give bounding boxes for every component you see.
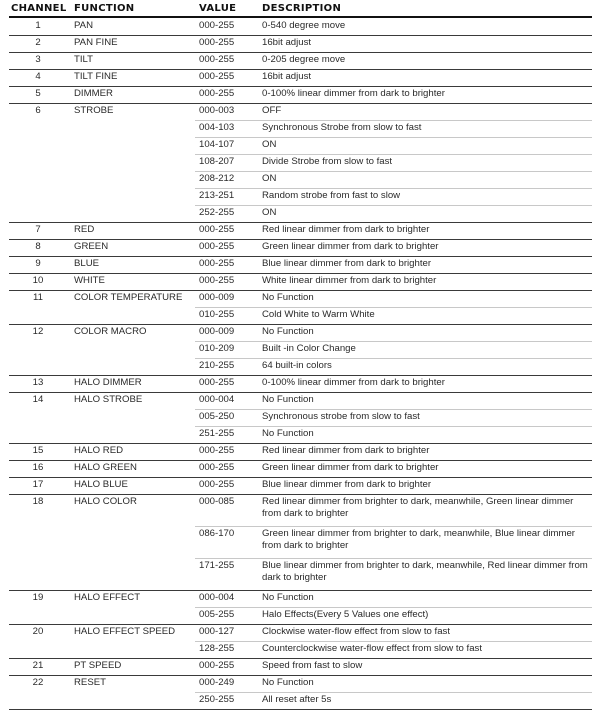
channel-number: 20 (32, 626, 44, 637)
sub-row-divider (195, 358, 592, 359)
value-description: Blue linear dimmer from dark to brighter (262, 479, 432, 490)
value-description: 64 built-in colors (262, 360, 332, 371)
value-description: Halo Effects(Every 5 Values one effect) (262, 609, 429, 620)
channel-function: HALO BLUE (74, 479, 128, 490)
sub-row-divider (195, 120, 592, 121)
value-range: 104-107 (199, 139, 235, 150)
channel-function: HALO COLOR (74, 496, 137, 507)
value-range: 128-255 (199, 643, 235, 654)
value-description: No Function (262, 677, 314, 688)
channel-number: 6 (35, 105, 41, 116)
row-divider (9, 222, 592, 223)
channel-number: 5 (35, 88, 41, 99)
channel-function: HALO EFFECT SPEED (74, 626, 176, 637)
value-range: 000-255 (199, 462, 235, 473)
value-description: Cold White to Warm White (262, 309, 375, 320)
header-value: VALUE (199, 3, 237, 14)
value-range: 252-255 (199, 207, 235, 218)
value-range: 208-212 (199, 173, 235, 184)
value-range: 000-004 (199, 592, 235, 603)
row-divider (9, 273, 592, 274)
channel-function: BLUE (74, 258, 100, 269)
channel-number: 2 (35, 37, 41, 48)
channel-number: 12 (32, 326, 44, 337)
value-range: 005-255 (199, 609, 235, 620)
channel-function: HALO STROBE (74, 394, 143, 405)
sub-row-divider (195, 558, 592, 559)
channel-number: 8 (35, 241, 41, 252)
value-description: Blue linear dimmer from dark to brighter (262, 258, 432, 269)
row-divider (9, 103, 592, 104)
value-range: 000-127 (199, 626, 235, 637)
value-range: 000-255 (199, 275, 235, 286)
channel-number: 18 (32, 496, 44, 507)
sub-row-divider (195, 205, 592, 206)
sub-row-divider (195, 426, 592, 427)
value-description: Blue linear dimmer from brighter to dark, meanwhile, Red linear dimmer from dark to brighter (262, 560, 588, 583)
value-description: 0-205 degree move (262, 54, 346, 65)
channel-number: 19 (32, 592, 44, 603)
value-description: 16bit adjust (262, 71, 312, 82)
row-divider (9, 239, 592, 240)
value-range: 251-255 (199, 428, 235, 439)
channel-function: HALO GREEN (74, 462, 137, 473)
sub-row-divider (195, 137, 592, 138)
value-range: 000-009 (199, 326, 235, 337)
channel-number: 22 (32, 677, 44, 688)
value-range: 000-255 (199, 88, 235, 99)
row-divider (9, 290, 592, 291)
value-description: ON (262, 139, 277, 150)
row-divider (9, 658, 592, 659)
channel-number: 7 (35, 224, 41, 235)
value-range: 108-207 (199, 156, 235, 167)
row-divider (9, 86, 592, 87)
value-description: Green linear dimmer from brighter to dark, meanwhile, Blue linear dimmer from dark to brighter (262, 528, 575, 551)
channel-number: 3 (35, 54, 41, 65)
channel-function: DIMMER (74, 88, 113, 99)
channel-function: TILT (74, 54, 94, 65)
value-description: Synchronous Strobe from slow to fast (262, 122, 422, 133)
sub-row-divider (195, 607, 592, 608)
value-description: ON (262, 173, 277, 184)
value-description: White linear dimmer from dark to brighter (262, 275, 437, 286)
value-range: 000-255 (199, 224, 235, 235)
value-range: 000-004 (199, 394, 235, 405)
channel-number: 10 (32, 275, 44, 286)
value-range: 250-255 (199, 694, 235, 705)
row-divider (9, 709, 592, 710)
value-description: 0-100% linear dimmer from dark to brighter (262, 88, 445, 99)
header-channel: CHANNEL (11, 3, 67, 14)
value-description: No Function (262, 326, 314, 337)
channel-function: WHITE (74, 275, 105, 286)
value-range: 000-255 (199, 54, 235, 65)
value-description: Clockwise water-flow effect from slow to fast (262, 626, 451, 637)
header-divider (9, 16, 592, 18)
channel-function: PT SPEED (74, 660, 122, 671)
value-description: 0-540 degree move (262, 20, 346, 31)
row-divider (9, 52, 592, 53)
row-divider (9, 460, 592, 461)
channel-number: 13 (32, 377, 44, 388)
channel-function: COLOR TEMPERATURE (74, 292, 183, 303)
channel-function: GREEN (74, 241, 109, 252)
channel-number: 21 (32, 660, 44, 671)
value-description: Speed from fast to slow (262, 660, 363, 671)
value-description: Synchronous strobe from slow to fast (262, 411, 420, 422)
value-range: 004-103 (199, 122, 235, 133)
value-description: Green linear dimmer from dark to brighter (262, 241, 439, 252)
value-description: 0-100% linear dimmer from dark to brighter (262, 377, 445, 388)
value-range: 000-255 (199, 241, 235, 252)
sub-row-divider (195, 641, 592, 642)
value-range: 171-255 (199, 560, 235, 571)
row-divider (9, 256, 592, 257)
row-divider (9, 324, 592, 325)
value-range: 005-250 (199, 411, 235, 422)
value-range: 000-255 (199, 377, 235, 388)
sub-row-divider (195, 171, 592, 172)
value-range: 010-255 (199, 309, 235, 320)
value-range: 000-009 (199, 292, 235, 303)
channel-number: 11 (33, 292, 43, 303)
value-description: No Function (262, 428, 314, 439)
value-range: 010-209 (199, 343, 235, 354)
channel-function: RED (74, 224, 95, 235)
value-range: 000-003 (199, 105, 235, 116)
value-description: ON (262, 207, 277, 218)
channel-number: 17 (32, 479, 44, 490)
channel-number: 15 (32, 445, 44, 456)
value-description: Built -in Color Change (262, 343, 356, 354)
value-range: 000-255 (199, 660, 235, 671)
channel-function: RESET (74, 677, 106, 688)
value-description: Green linear dimmer from dark to brighter (262, 462, 439, 473)
value-description: Red linear dimmer from brighter to dark, meanwhile, Green linear dimmer from dark to brighter (262, 496, 574, 519)
value-description: All reset after 5s (262, 694, 332, 705)
channel-function: HALO RED (74, 445, 124, 456)
sub-row-divider (195, 307, 592, 308)
value-range: 000-255 (199, 71, 235, 82)
sub-row-divider (195, 341, 592, 342)
channel-function: TILT FINE (74, 71, 118, 82)
row-divider (9, 35, 592, 36)
value-description: Red linear dimmer from dark to brighter (262, 224, 430, 235)
sub-row-divider (195, 409, 592, 410)
row-divider (9, 624, 592, 625)
channel-number: 9 (35, 258, 41, 269)
row-divider (9, 443, 592, 444)
row-divider (9, 590, 592, 591)
value-description: No Function (262, 592, 314, 603)
channel-function: PAN (74, 20, 94, 31)
value-range: 213-251 (199, 190, 235, 201)
value-range: 086-170 (199, 528, 235, 539)
value-description: OFF (262, 105, 282, 116)
value-range: 210-255 (199, 360, 235, 371)
value-range: 000-249 (199, 677, 235, 688)
value-range: 000-255 (199, 20, 235, 31)
channel-function: PAN FINE (74, 37, 118, 48)
row-divider (9, 392, 592, 393)
row-divider (9, 477, 592, 478)
header-description: DESCRIPTION (262, 3, 342, 14)
channel-function: COLOR MACRO (74, 326, 147, 337)
channel-function: STROBE (74, 105, 114, 116)
channel-function: HALO DIMMER (74, 377, 142, 388)
value-range: 000-255 (199, 37, 235, 48)
value-range: 000-255 (199, 479, 235, 490)
value-description: No Function (262, 292, 314, 303)
row-divider (9, 69, 592, 70)
row-divider (9, 494, 592, 495)
sub-row-divider (195, 154, 592, 155)
channel-number: 14 (32, 394, 44, 405)
sub-row-divider (195, 188, 592, 189)
value-description: Random strobe from fast to slow (262, 190, 401, 201)
channel-number: 4 (35, 71, 41, 82)
value-range: 000-255 (199, 258, 235, 269)
row-divider (9, 675, 592, 676)
sub-row-divider (195, 692, 592, 693)
value-description: Red linear dimmer from dark to brighter (262, 445, 430, 456)
sub-row-divider (195, 526, 592, 527)
channel-number: 16 (32, 462, 44, 473)
value-range: 000-085 (199, 496, 235, 507)
row-divider (9, 375, 592, 376)
value-description: Divide Strobe from slow to fast (262, 156, 393, 167)
header-function: FUNCTION (74, 3, 135, 14)
value-description: 16bit adjust (262, 37, 312, 48)
channel-function: HALO EFFECT (74, 592, 141, 603)
value-range: 000-255 (199, 445, 235, 456)
value-description: No Function (262, 394, 314, 405)
channel-number: 1 (35, 20, 41, 31)
value-description: Counterclockwise water-flow effect from slow to fast (262, 643, 483, 654)
